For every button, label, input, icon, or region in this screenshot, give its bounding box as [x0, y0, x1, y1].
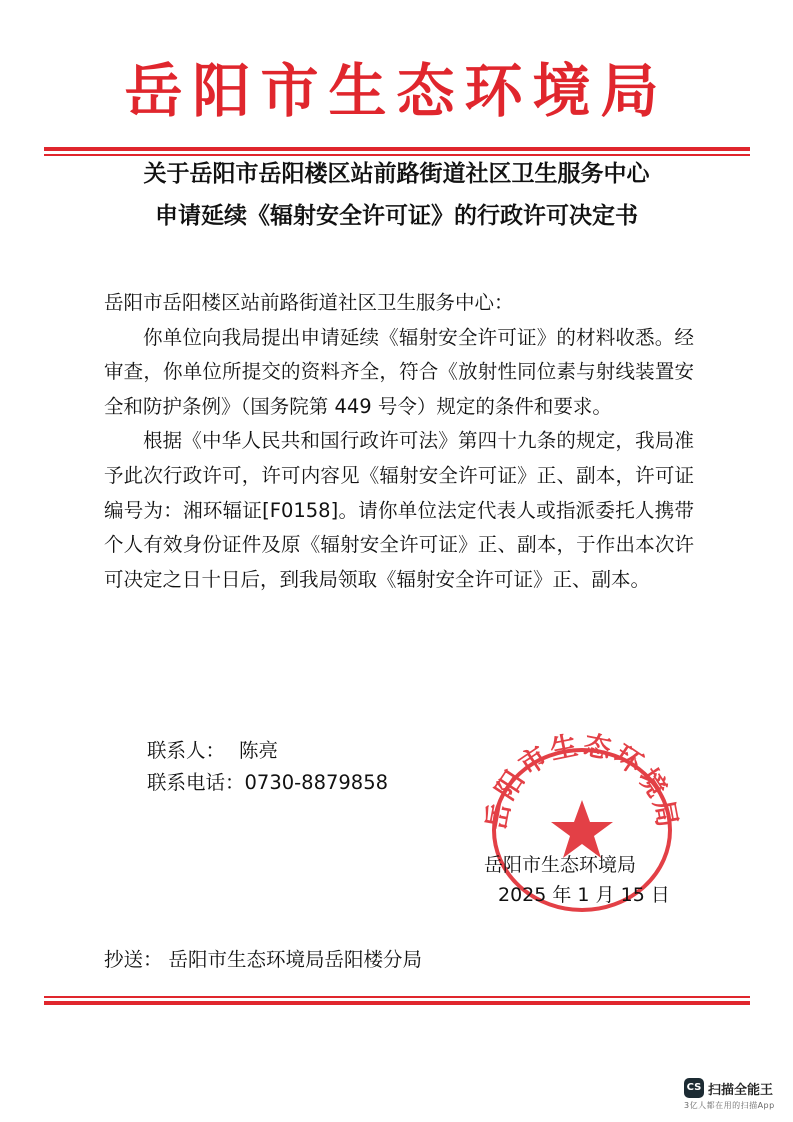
agency-header: 岳阳市生态环境局: [124, 57, 669, 125]
signature-date: 2025 年 1 月 15 日: [498, 884, 670, 906]
header-divider-thin: [44, 154, 750, 156]
seal-text: 岳阳市生态环境局: [480, 730, 684, 833]
contact-person-name: 陈亮: [239, 739, 279, 762]
scanner-logo-icon: CS: [684, 1078, 704, 1098]
scanner-slogan: 3亿人都在用的扫描App: [684, 1101, 775, 1110]
addressee: 岳阳市岳阳楼区站前路街道社区卫生服务中心：: [104, 291, 514, 314]
document-title-line-2: 申请延续《辐射安全许可证》的行政许可决定书: [155, 203, 638, 229]
contact-phone: [147, 767, 388, 795]
scanner-watermark: [684, 1077, 788, 1113]
header-divider: [44, 147, 750, 151]
cc-label: 抄送：: [104, 948, 163, 971]
contact-phone-label: 联系电话：: [147, 771, 245, 794]
document-title-line-1: 关于岳阳市岳阳楼区站前路街道社区卫生服务中心: [143, 161, 650, 187]
footer-divider-thin: [44, 996, 750, 998]
body-paragraph-1: 你单位向我局提出申请延续《辐射安全许可证》的材料收悉。经审查，你单位所提交的资料齐全，符合《放射性同位素与射线装置安全和防护条例》（国务院第 449 号令）规定的条件和要求。: [104, 325, 694, 418]
contact-person: [147, 735, 278, 763]
document-body: [104, 286, 694, 597]
cc-line: [104, 944, 422, 972]
cc-recipient: 岳阳市生态环境局岳阳楼分局: [168, 948, 423, 971]
scanner-app-name: 扫描全能王: [708, 1083, 774, 1098]
contact-phone-value: 0730-8879858: [244, 771, 389, 794]
contact-person-label: 联系人：: [147, 739, 226, 762]
body-paragraph-2: 根据《中华人民共和国行政许可法》第四十九条的规定，我局准予此次行政许可，许可内容见《辐射安全许可证》正、副本，许可证编号为：湘环辐证[F0158]。请你单位法定代表人或指派委托人携带个人有效身份证件及原《辐射安全许可证》正、副本，于作出本次许可决定之日十日后，到我局领取《辐射安全许可证》正、副本。: [104, 429, 694, 591]
footer-divider: [44, 1001, 750, 1005]
signature-agency: 岳阳市生态环境局: [484, 854, 637, 876]
